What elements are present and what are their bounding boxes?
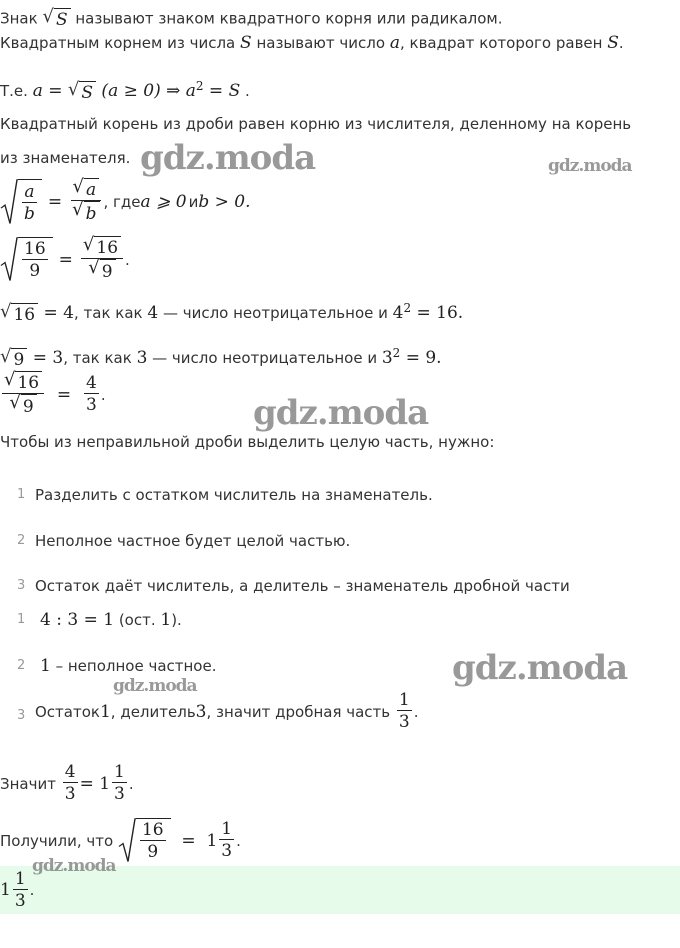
- exponent: 2: [195, 79, 204, 93]
- text: .: [125, 250, 130, 269]
- line-fraction-rule-end: из знаменателя.: [0, 149, 131, 167]
- sqrt-symbol: [0, 237, 53, 282]
- denominator: 9: [29, 261, 41, 281]
- math: = 1: [79, 773, 111, 794]
- math: = S: [203, 81, 241, 101]
- numerator: 4: [85, 373, 97, 393]
- denominator: 3: [14, 890, 26, 911]
- text: .: [29, 881, 35, 899]
- watermark-logo: gdz.moda: [452, 648, 628, 688]
- math: 3: [381, 348, 393, 368]
- radicand: 9: [100, 259, 116, 283]
- formula-sqrt-fraction: [0, 178, 250, 225]
- equals: =: [58, 249, 73, 270]
- watermark-logo: gdz.moda: [140, 138, 316, 178]
- answer-value: [0, 866, 34, 914]
- math: 1: [99, 701, 111, 722]
- sqrt-symbol: √ S: [42, 8, 70, 30]
- math: = 9.: [400, 348, 442, 368]
- list-item: [40, 610, 182, 630]
- text: , так как: [74, 304, 148, 322]
- list-item: Неполное частное будет целой частью.: [35, 532, 351, 550]
- radicand: 16: [15, 371, 42, 393]
- math: 3: [136, 348, 148, 368]
- text: и: [188, 192, 199, 211]
- list-item: Остаток даёт числитель, а делитель – знаменатель дробной части: [35, 577, 570, 595]
- numerator: 1: [398, 690, 410, 710]
- math: 1: [160, 610, 172, 630]
- radicand: 16: [11, 303, 38, 325]
- numerator: 16: [24, 239, 46, 259]
- line-radical-sign: [0, 8, 503, 30]
- text: , где: [103, 192, 141, 211]
- denominator: 9: [147, 842, 159, 862]
- denominator: 3: [114, 784, 125, 804]
- watermark-logo: gdz.moda: [113, 676, 197, 696]
- text: — число неотрицательное и: [147, 349, 382, 367]
- list-index: 2: [17, 533, 26, 548]
- math: 1: [40, 656, 51, 676]
- math: = 3: [27, 348, 64, 368]
- text: – неполное частное.: [50, 657, 217, 675]
- fraction: [140, 820, 166, 863]
- var-s: S: [240, 33, 252, 53]
- math: = 4: [38, 303, 74, 323]
- sqrt-symbol: √ S: [68, 81, 96, 103]
- formula-result-4-3: [0, 371, 106, 418]
- list-item: [40, 656, 216, 676]
- list-index: 1: [17, 487, 26, 502]
- numerator: 1: [114, 762, 125, 782]
- math: = 1: [170, 830, 218, 851]
- text: называют число: [251, 34, 390, 52]
- denominator: 3: [221, 841, 233, 861]
- text: .: [236, 831, 241, 850]
- conclusion-mixed-number: [0, 762, 134, 805]
- sqrt-symbol: √ 16: [0, 303, 38, 325]
- watermark-logo: gdz.moda: [548, 156, 632, 176]
- fraction: [112, 762, 127, 805]
- watermark-logo: gdz.moda: [32, 856, 116, 876]
- condition: b > 0.: [198, 191, 251, 212]
- numerator: 1: [221, 819, 233, 839]
- text: Значит: [0, 774, 61, 793]
- fraction: [13, 869, 28, 912]
- fraction: [219, 819, 234, 862]
- text: Т.е.: [0, 82, 33, 100]
- equals: =: [47, 191, 63, 212]
- text: .: [413, 702, 419, 721]
- text: .: [240, 82, 250, 100]
- fraction: [84, 373, 99, 416]
- text: называют знаком квадратного корня или радикалом.: [70, 9, 503, 28]
- radicand: S: [79, 81, 96, 103]
- text: — число неотрицательное и: [158, 304, 393, 322]
- text: , квадрат которого равен: [399, 34, 608, 52]
- radicand: a: [84, 178, 99, 200]
- list-index: 1: [17, 612, 26, 627]
- list-index: 3: [17, 578, 26, 593]
- text: Знак: [0, 9, 43, 28]
- numerator: 16: [141, 820, 164, 840]
- math: 4 : 3 = 1: [40, 610, 115, 630]
- radicand: 9: [11, 348, 27, 370]
- text: (ост.: [114, 611, 161, 629]
- formula-sqrt-16-9: [0, 236, 130, 283]
- radicand: 9: [21, 394, 37, 418]
- math: (a ≥ 0) ⇒ a: [96, 81, 196, 101]
- radicand: b: [84, 201, 100, 225]
- text: .: [128, 774, 134, 793]
- list-index: 3: [17, 708, 26, 723]
- text: ).: [171, 611, 182, 629]
- text: , делитель: [110, 702, 196, 721]
- line-definition: [0, 33, 624, 53]
- radicand: 16: [94, 236, 121, 258]
- text: Остаток: [35, 702, 100, 721]
- exponent: 2: [392, 346, 401, 360]
- denominator: 3: [85, 395, 97, 415]
- whole-part: 1: [0, 880, 11, 900]
- line-sqrt-16: [0, 298, 463, 325]
- radicand: S: [54, 8, 71, 30]
- numerator: 1: [14, 868, 26, 889]
- fraction: [63, 762, 78, 805]
- fraction: [22, 239, 48, 282]
- list-item: [35, 690, 419, 733]
- fraction: [22, 182, 37, 225]
- text: , значит дробная часть: [206, 702, 395, 721]
- text: Квадратным корнем из числа: [0, 34, 241, 52]
- numerator: a: [24, 181, 35, 202]
- numerator: 4: [64, 762, 76, 782]
- math: 4: [392, 303, 404, 323]
- sqrt-symbol: [0, 179, 42, 225]
- math: = 16.: [411, 303, 464, 323]
- sqrt-symbol: [118, 818, 171, 863]
- exponent: 2: [403, 301, 412, 315]
- text: .: [618, 34, 624, 52]
- list-index: 2: [17, 658, 26, 673]
- denominator: 3: [398, 712, 410, 732]
- text: .: [100, 385, 106, 404]
- line-whole-part-intro: Чтобы из неправильной дроби выделить целую часть, нужно:: [0, 433, 495, 451]
- watermark-logo: gdz.moda: [253, 393, 429, 433]
- line-sqrt-9: [0, 343, 442, 370]
- fraction: √ 16 √ 9: [2, 371, 44, 418]
- equals: =: [46, 384, 82, 405]
- text: , так как: [63, 349, 137, 367]
- fraction: [397, 690, 412, 733]
- math: 4: [147, 303, 159, 323]
- condition: a ⩾ 0: [140, 191, 187, 212]
- var-s: S: [607, 33, 619, 53]
- line-fraction-rule: Квадратный корень из дроби равен корню из числителя, деленному на корень: [0, 115, 632, 133]
- math: 3: [195, 701, 207, 722]
- denominator: b: [24, 203, 35, 224]
- fraction: √ 16 √ 9: [81, 236, 123, 283]
- text: Получили, что: [0, 831, 118, 850]
- math: a =: [32, 81, 68, 101]
- var-a: a: [389, 33, 400, 53]
- line-ie: [0, 76, 250, 103]
- fraction: √ a √ b: [70, 178, 101, 225]
- sqrt-symbol: √ 9: [0, 348, 27, 370]
- denominator: 3: [64, 784, 76, 804]
- list-item: Разделить с остатком числитель на знаменатель.: [35, 486, 433, 504]
